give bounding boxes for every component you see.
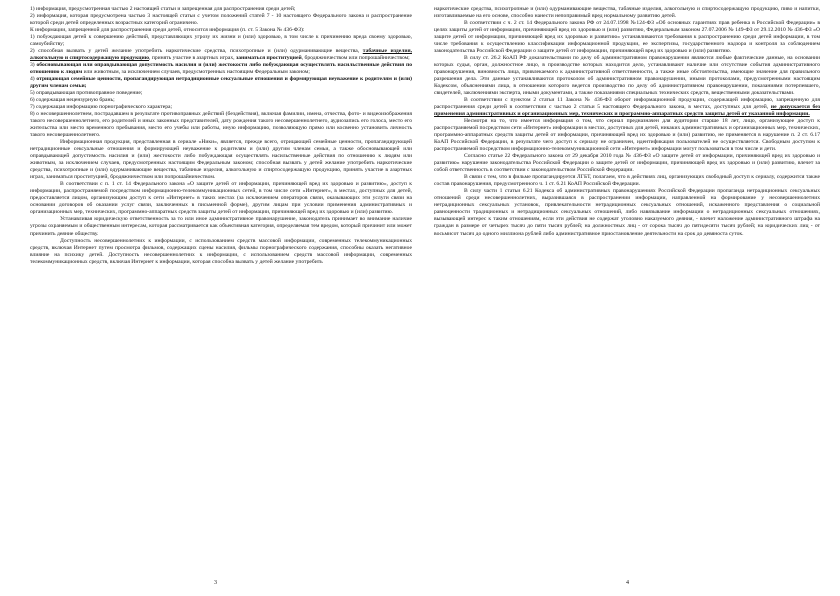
text-run: Доступность несовершеннолетних к информации, с использованием средств массовой информации, современных телекоммуникационных средств, включая Интернет путем просмотра фильмов, содержащих сцены насилия, фильмы порнографического содержания, способны оказать негативное влияние на психику детей. Доступность несовершеннолетних к информации, с использованием средств массовой информации, современных телекоммуникационных средств, включая Интернет к информации, которая способна вызвать у детей желание употребить: [30, 237, 412, 265]
text-run: 4): [30, 76, 37, 83]
text-run: 1) побуждающая детей к совершению действий, представляющих угрозу их жизни и (или) здоровью, в том числе к причинению вреда своему здоровью, самоубийству;: [30, 34, 412, 48]
text-run: или животным, за исключением случаев, предусмотренных настоящим Федеральным законом;: [82, 69, 310, 76]
paragraph: [30, 76, 412, 90]
text-run: 5) оправдывающая противоправное поведение;: [30, 90, 143, 97]
paragraph: [30, 139, 412, 181]
text-run: 2) информация, которая предусмотрена частью 3 настоящей статьи с учетом положений статей 7 - 10 настоящего Федерального закона и распространение которой среди детей определенных возрастных категорий ограничено.: [30, 13, 412, 27]
page-4: [420, 0, 840, 596]
page-number-right: 4: [626, 580, 629, 586]
paragraph: [434, 174, 820, 188]
paragraph: [30, 238, 412, 266]
paragraph: [434, 153, 820, 174]
paragraph: [434, 188, 820, 237]
text-run: В силу ст. 26.2 КоАП РФ доказательствами по делу об административном правонарушении являются любые фактические данные, на основании которых судья, орган, должностное лицо, в производстве которых находится дело, устанавливают наличие или отсутствие события административного правонарушения, виновность лица, привлекаемого к административной ответственности, а также иные обстоятельства, имеющие значение для правильного разрешения дела. Эти данные устанавливаются протоколом об административном правонарушении, иными протоколами, предусмотренными настоящим Кодексом, объяснениями лица, в отношении которого ведется производство по делу об административном правонарушении, показаниями потерпевшего, свидетелей, заключениями эксперта, иными документами, а также показаниями специальных технических средств, вещественными доказательствами.: [434, 55, 820, 97]
right-page-text: [434, 6, 820, 238]
paragraph: [434, 6, 820, 20]
text-run: Согласно статье 22 Федерального закона от 29 декабря 2010 года № 436-ФЗ «О защите детей от информации, причиняющей вред их здоровью и развитию» нарушение законодательства Российской Федерации о защите детей от информации, причиняющей вред их здоровью и (или) развитию, влечет за собой ответственность в соответствии с законодательством Российской Федерации.: [434, 153, 820, 174]
paragraph: [30, 13, 412, 27]
text-run: Информационная продукция, представленная в сериале «Ники», является, прежде всего, отрицающей семейные ценности, пропагандирующей нетрадиционные сексуальные отношения и формирующей неуважение к родителям и (или) другим членам семьи, а также обосновывающей или оправдывающей допустимость насилия и (или) жестокости либо побуждающая осуществлять насильственные действия по отношению к людям или животным, за исключением случаев, предусмотренных настоящим Федеральным законом; способная вызвать у детей желание употребить наркотические средства, психотропные и (или) одурманивающие вещества, табачные изделия, алкогольную и спиртосодержащую продукцию, принять участие в азартных играх, заниматься проституцией, бродяжничеством или попрошайничеством.: [30, 139, 412, 181]
paragraph: [30, 62, 412, 76]
text-run: , бродяжничеством или попрошайничеством;: [301, 55, 410, 62]
text-run: 1) информация, предусмотренная частью 2 настоящей статьи и запрещенная для распространения среди детей;: [30, 6, 296, 12]
paragraph: [30, 216, 412, 237]
text-run: В силу части 1 статьи 6.21 Кодекса об административных правонарушениях Российской Федерации пропаганда нетрадиционных сексуальных отношений среди несовершеннолетних, выразившаяся в распространении информации, направленной на формирование у несовершеннолетних нетрадиционных сексуальных установок, привлекательности нетрадиционных сексуальных отношений, искаженного представления о социальной равноценности традиционных и нетрадиционных сексуальных отношений, либо навязывание информации о нетрадиционных сексуальных отношениях, вызывающей интерес к таким отношениям, если эти действия не содержат уголовно наказуемого деяния, - влечет наложение административного штрафа на граждан в размере от четырех тысяч до пяти тысяч рублей; на должностных лиц - от сорока тысяч до пятидесяти тысяч рублей; на юридических лиц - от восьмисот тысяч до одного миллиона рублей либо административное приостановление деятельности на срок до девяноста суток.: [434, 188, 820, 237]
emphasis-text: отрицающая семейные ценности, пропагандирующая нетрадиционные сексуальные отношения и формирующая неуважение к родителям и (или) другим членам семьи;: [30, 76, 412, 90]
paragraph: [30, 34, 412, 48]
text-run: 7) содержащая информацию порнографического характера;: [30, 104, 173, 111]
paragraph: [434, 118, 820, 153]
paragraph: [434, 55, 820, 97]
paragraph: [30, 48, 412, 62]
emphasis-text: обосновывающая или оправдывающая допустимость насилия и (или) жестокости либо побуждающая осуществлять насильственные действия по отношению к людям: [30, 62, 412, 76]
paragraph: [434, 20, 820, 55]
text-run: В соответствии с пунктом 2 статьи 11 Закона № 436-ФЗ оборот информационной продукции, содержащей информацию, запрещенную для распространения среди детей в соответствии с частью 2 статьи 5 настоящего Федерального закона, в местах, доступных для детей,: [434, 97, 820, 111]
text-run: 2) способная вызвать у детей желание употребить наркотические средства, психотропные и (или) одурманивающие вещества,: [30, 48, 363, 55]
paragraph: [30, 111, 412, 139]
text-run: Устанавливая юридическую ответственность за то или иное административное правонарушение, законодатель принимает во внимание наличие угрозы охраняемым и общественным интересам, которая рассматривается как объективная категория, определяемая тем вредом, который причинит или может причинить деяние обществу.: [30, 216, 412, 237]
emphasis-text: табачные изделия, алкогольную и спиртосодержащую продукцию: [30, 48, 412, 62]
page-number-left: 3: [214, 580, 217, 586]
paragraph: [30, 27, 412, 34]
text-run: 6) содержащая нецензурную брань;: [30, 97, 115, 104]
text-run: , принять участие в азартных играх,: [149, 55, 236, 62]
text-run: 8) о несовершеннолетнем, пострадавшем в результате противоправных действий (бездействия), включая фамилии, имена, отчества, фото- и видеоизображения такого несовершеннолетнего, его родителей и иных законных представителей, дату рождения такого несовершеннолетнего, аудиозапись его голоса, место его жительства или место временного пребывания, место его учебы или работы, иную информацию, позволяющую прямо или косвенно установить личность такого несовершеннолетнего.: [30, 111, 412, 139]
text-run: К информации, запрещенной для распространения среди детей, относится информация (п. ст. 5 Закона № 436-ФЗ):: [30, 27, 305, 34]
paragraph: [30, 6, 412, 13]
text-run: В соответствии с ч. 2 ст. 14 Федерального закона РФ от 24.07.1998 №124-ФЗ «Об основных гарантиях прав ребенка в Российской Федерации» в целях защиты детей от информации, причиняющей вред их здоровью и (или) развитию, Федеральным законом 27.07.2006 № 149-ФЗ от 29.12.2010 № 436-ФЗ «О защите детей от информации, причиняющей вред их здоровью и развитию» устанавливаются требования к распространению среди детей информации, в том числе требования к осуществлению классификации информационной продукции, ее экспертизы, государственного надзора и контроля за соблюдением законодательства Российской Федерации о защите детей от информации, причиняющей вред их здоровью и (или) развитию.: [434, 20, 820, 55]
paragraph: [30, 181, 412, 216]
left-page-text: [30, 6, 412, 266]
text-run: Несмотря на то, что имеется информация о том, что сериал предназначен для аудитории старше 18 лет, лицо, организующее доступ к распространяемой посредством сети «Интернет» информации в местах, доступных для детей, никаких административных и организационных мер, технических, программно-аппаратных средств защиты детей от информации, причиняющей вред их здоровью и (или) развитию, не применяется в нарушение п. 2 ст. 6.17 КоАП Российской Федерации, в результате чего доступ к сериалу не ограничен, идентификация пользователей не осуществляется. Свободным доступом к распространяемой посредством информационно-телекоммуникационной сети «Интернет» информации могут пользоваться в том числе и дети.: [434, 118, 820, 153]
text-run: наркотические средства, психотропные и (или) одурманивающие вещества, табачные изделия, алкогольную и спиртосодержащую продукцию, пиво и напитки, изготавливаемые на его основе, способно нанести непоправимый вред нормальному развитию детей.: [434, 6, 820, 20]
paragraph: [434, 97, 820, 118]
emphasis-text: заниматься проституцией: [235, 55, 302, 62]
text-run: В связи с тем, что в фильме пропагандируется ЛГБТ, полагаем, что в действиях лиц, организующих свободный доступ к сериалу, содержится также состав правонарушения, предусмотренного ч. 1 ст. 6.21 КоАП Российской Федерации.: [434, 174, 820, 188]
text-run: В соответствии с п. 1 ст. 14 Федерального закона «О защите детей от информации, причиняющей вред их здоровью и развитию», доступ к информации, распространяемой посредством информационно-телекоммуникационных сетей, в том числе сети «Интернет», в местах, доступных для детей, предоставляется лицом, организующим доступ к сети «Интернет» в таких местах (за исключением операторов связи, оказывающих эти услуги связи на основании договоров об оказании услуг связи, заключенных в письменной форме), другим лицам при условии применения административных и организационных мер, технических, программно-аппаратных средств защиты детей от информации, причиняющей вред их здоровью и (или) развитию.: [30, 181, 412, 216]
text-run: 3): [30, 62, 37, 69]
emphasis-text: не допускается без применения административных и организационных мер, технических и программно-аппаратных средств защиты детей от указанной информации.: [434, 104, 820, 118]
